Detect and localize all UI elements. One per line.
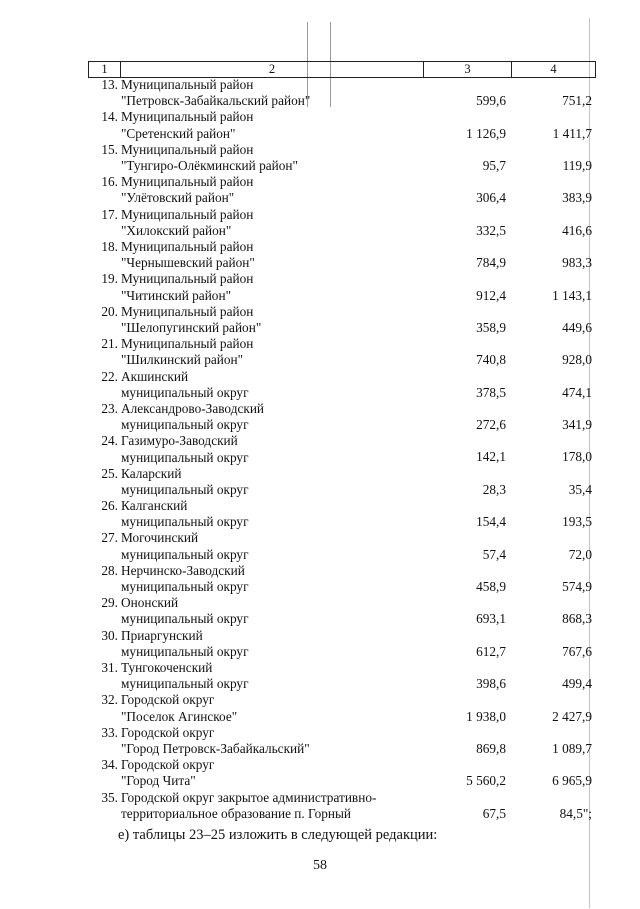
row-number: 24. [101, 433, 118, 449]
row-value-col4: 449,6 [562, 319, 592, 335]
table-row [88, 271, 594, 303]
row-number: 30. [101, 627, 118, 643]
row-value-col4: 119,9 [562, 157, 592, 173]
row-number: 18. [101, 238, 118, 254]
row-value-col3: 28,3 [482, 481, 506, 497]
row-name: Приаргунский муниципальный округ [121, 627, 249, 659]
row-value-col3: 458,9 [476, 579, 506, 595]
row-number: 34. [101, 757, 118, 773]
table-row [88, 466, 594, 498]
header-col-1: 1 [89, 62, 121, 77]
table-row [88, 530, 594, 562]
row-value-col3: 332,5 [476, 222, 506, 238]
row-value-col4: 868,3 [562, 611, 592, 627]
table-row [88, 433, 594, 465]
row-value-col3: 740,8 [476, 352, 506, 368]
row-value-col3: 693,1 [476, 611, 506, 627]
row-name: Муниципальный район "Улётовский район" [121, 174, 254, 206]
row-value-col4: 84,5"; [559, 805, 592, 821]
row-number: 19. [101, 271, 118, 287]
table-row [88, 757, 594, 789]
row-name: Муниципальный район "Чернышевский район" [121, 238, 255, 271]
row-name: Акшинский муниципальный округ [121, 368, 249, 400]
row-number: 25. [101, 465, 118, 481]
row-value-col4: 193,5 [562, 514, 592, 530]
row-number: 26. [101, 498, 118, 514]
row-name: Александрово-Заводский муниципальный округ [121, 400, 265, 433]
table-row [88, 692, 594, 724]
row-value-col3: 154,4 [476, 514, 506, 530]
row-value-col3: 95,7 [482, 157, 506, 173]
row-number: 13. [101, 77, 118, 92]
instruction-text: е) таблицы 23–25 изложить в следующей редакции: [118, 827, 438, 843]
table-row [88, 109, 594, 141]
row-value-col3: 358,9 [476, 319, 506, 335]
table-row [88, 595, 594, 627]
row-value-col3: 306,4 [476, 190, 506, 206]
table-body [88, 77, 594, 822]
table-row [88, 77, 594, 109]
row-value-col4: 1 089,7 [552, 741, 592, 756]
row-value-col4: 341,9 [562, 417, 592, 433]
row-number: 33. [101, 724, 118, 740]
table-row [88, 142, 594, 174]
row-value-col4: 383,9 [562, 190, 592, 206]
row-name: Муниципальный район "Хилокский район" [121, 206, 254, 238]
row-value-col3: 272,6 [476, 417, 506, 433]
header-col-2: 2 [121, 62, 424, 77]
row-value-col3: 67,5 [482, 805, 506, 821]
row-number: 16. [101, 174, 118, 190]
row-name: Тунгокоченский муниципальный округ [121, 660, 249, 692]
row-value-col4: 474,1 [562, 384, 592, 400]
row-value-col3: 612,7 [476, 643, 506, 659]
row-value-col3: 1 938,0 [466, 708, 506, 724]
row-number: 15. [101, 141, 118, 157]
row-number: 32. [101, 692, 118, 708]
row-number: 28. [101, 562, 118, 578]
row-value-col4: 178,0 [562, 449, 592, 465]
table-row [88, 239, 594, 271]
table-row [88, 498, 594, 530]
row-name: Городской округ закрытое административно- территориальное образование п. Горный [121, 789, 377, 821]
row-value-col4: 767,6 [562, 643, 592, 659]
row-number: 20. [101, 303, 118, 319]
row-name: Муниципальный район "Тунгиро-Олёкминский район" [121, 141, 298, 173]
row-value-col3: 57,4 [482, 546, 506, 562]
row-name: Городской округ "Поселок Агинское" [121, 692, 238, 724]
row-number: 14. [101, 109, 118, 125]
row-name: Муниципальный район "Сретенский район" [121, 109, 254, 141]
table-row [88, 401, 594, 433]
row-name: Городской округ "Город Петровск-Забайкальский" [121, 724, 310, 757]
table-row [88, 369, 594, 401]
row-value-col4: 6 965,9 [552, 773, 592, 789]
row-name: Муниципальный район "Шилкинский район" [121, 336, 254, 368]
table-row [88, 336, 594, 368]
row-value-col3: 378,5 [476, 384, 506, 400]
row-value-col3: 398,6 [476, 676, 506, 692]
table-row [88, 725, 594, 757]
row-value-col4: 928,0 [562, 352, 592, 368]
table-header [88, 61, 596, 78]
row-name: Городской округ "Город Чита" [121, 757, 215, 789]
table-row [88, 790, 594, 822]
row-value-col4: 72,0 [568, 546, 592, 562]
row-number: 31. [101, 660, 118, 676]
row-value-col4: 35,4 [568, 481, 592, 497]
row-value-col4: 574,9 [562, 579, 592, 595]
row-name: Ононский муниципальный округ [121, 595, 249, 627]
row-name: Могочинский муниципальный округ [121, 530, 249, 562]
row-value-col4: 1 143,1 [552, 287, 592, 303]
row-value-col3: 784,9 [476, 255, 506, 271]
table-row [88, 174, 594, 206]
row-number: 29. [101, 595, 118, 611]
header-col-3: 3 [424, 62, 512, 77]
row-value-col4: 983,3 [562, 255, 592, 271]
page-number: 58 [313, 858, 327, 873]
row-name: Муниципальный район "Читинский район" [121, 271, 254, 303]
table-row [88, 563, 594, 595]
row-value-col4: 1 411,7 [552, 125, 592, 141]
row-value-col4: 2 427,9 [552, 708, 592, 724]
row-name: Муниципальный район "Шелопугинский район" [121, 303, 262, 335]
row-name: Муниципальный район "Петровск-Забайкальский район" [121, 77, 311, 109]
row-number: 17. [101, 206, 118, 222]
row-number: 21. [101, 336, 118, 352]
row-name: Калганский муниципальный округ [121, 498, 249, 530]
row-number: 27. [101, 530, 118, 546]
row-value-col4: 416,6 [562, 222, 592, 238]
table-row [88, 207, 594, 239]
row-value-col3: 912,4 [476, 287, 506, 303]
header-col-4: 4 [550, 62, 557, 76]
row-name: Газимуро-Заводский муниципальный округ [121, 433, 249, 465]
row-value-col3: 1 126,9 [466, 125, 506, 141]
row-number: 35. [101, 789, 118, 805]
table-row [88, 304, 594, 336]
table-row [88, 628, 594, 660]
row-name: Каларский муниципальный округ [121, 465, 249, 497]
row-value-col3: 869,8 [476, 741, 506, 756]
row-number: 23. [101, 400, 118, 416]
row-value-col3: 599,6 [476, 93, 506, 109]
table-row [88, 660, 594, 692]
row-value-col3: 5 560,2 [466, 773, 506, 789]
row-number: 22. [101, 368, 118, 384]
row-value-col4: 751,2 [562, 93, 592, 109]
row-name: Нерчинско-Заводский муниципальный округ [121, 562, 249, 595]
row-value-col4: 499,4 [562, 676, 592, 692]
row-value-col3: 142,1 [476, 449, 506, 465]
